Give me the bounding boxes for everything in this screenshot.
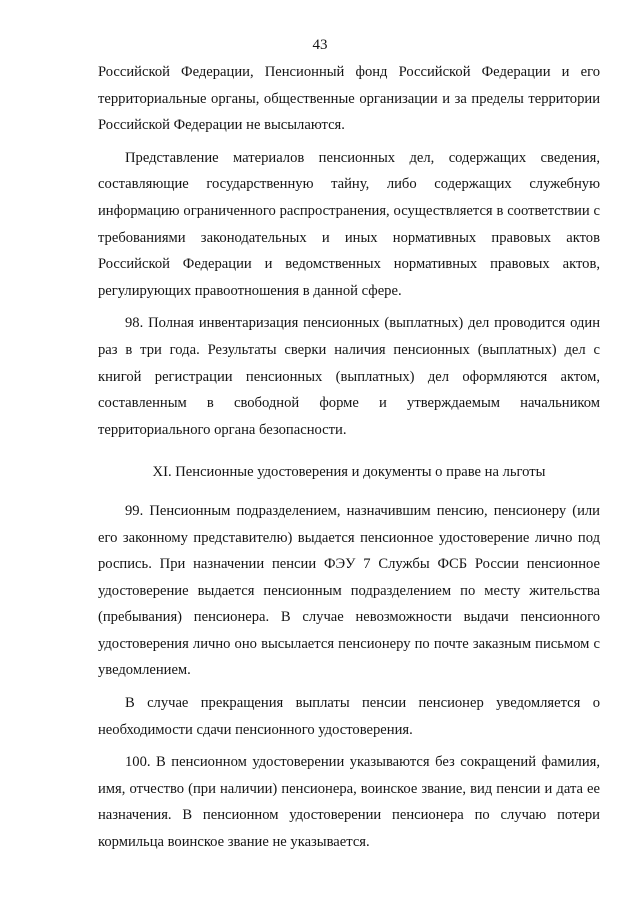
page-body [98,59,600,856]
paragraph-98-inventory: 98. Полная инвентаризация пенсионных (выплатных) дел проводится один раз в три года. Результаты сверки наличия пенсионных (выплатных) дел с книгой регистрации пенсионных (выплатных) дел оформляются актом, составленным в свободной форме и утверждаемым начальником территориального органа безопасности. [98,315,600,438]
paragraph-100-certificate-contents: 100. В пенсионном удостоверении указываются без сокращений фамилия, имя, отчество (при наличии) пенсионера, воинское звание, вид пенсии и дата ее назначения. В пенсионном удостоверении пенсионера по случаю потери кормильца воинское звание не указывается. [98,754,600,851]
paragraph-99-certificate-issue: 99. Пенсионным подразделением, назначившим пенсию, пенсионеру (или его законному представителю) выдается пенсионное удостоверение лично под роспись. При назначении пенсии ФЭУ 7 Службы ФСБ России пенсионное удостоверение выдается пенсионным подразделением по месту жительства (пребывания) пенсионера. В случае невозможности выдачи пенсионного удостоверения лично оно высылается пенсионеру по почте заказным письмом с уведомлением. [98,502,600,679]
paragraph-termination-notice: В случае прекращения выплаты пенсии пенсионер уведомляется о необходимости сдачи пенсионного удостоверения. [98,695,600,738]
section-heading: XI. Пенсионные удостоверения и документы о праве на льготы [152,464,546,481]
paragraph-continuation: Российской Федерации, Пенсионный фонд Российской Федерации и его территориальные органы, общественные организации и за пределы территории Российской Федерации не высылаются. [98,64,600,134]
page-number: 43 [312,37,328,53]
paragraph-materials-submission: Представление материалов пенсионных дел, содержащих сведения, составляющие государственную тайну, либо содержащих служебную информацию ограниченного распространения, осуществляется в соответствии с требованиями законодательных и иных нормативных правовых актов Российской Федерации и ведомственных нормативных правовых актов, регулирующих правоотношения в данной сфере. [98,149,600,299]
